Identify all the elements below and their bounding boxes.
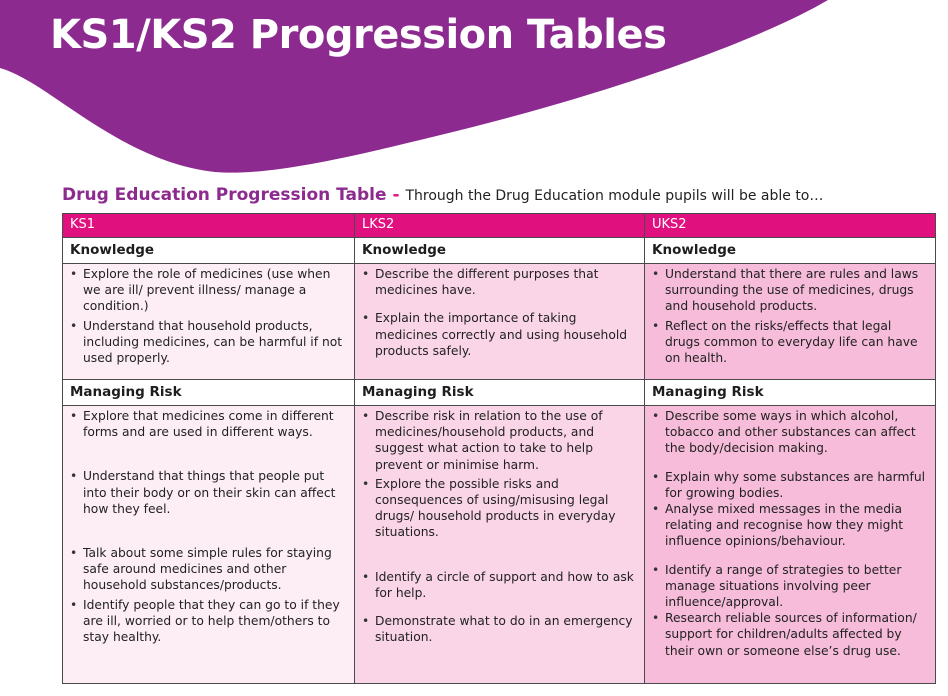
list-item: • Describe the different purposes that medicines have. <box>361 266 638 298</box>
knowledge-label-uks2: Knowledge <box>645 238 936 264</box>
managing-risk-section-row <box>63 380 936 406</box>
knowledge-content-row <box>63 264 936 380</box>
knowledge-section-row <box>63 238 936 264</box>
list-item: • Identify people that they can go to if they are ill, worried or to help them/others to stay healthy. <box>69 597 348 646</box>
table-intro: Through the Drug Education module pupils will be able to… <box>405 188 824 204</box>
table-title: Drug Education Progression Table <box>62 185 387 205</box>
table-header-row <box>63 214 936 238</box>
list-item: • Explore the possible risks and consequences of using/misusing legal drugs/ household products in everyday situations. <box>361 476 638 541</box>
list-item: • Explore that medicines come in different forms and are used in different ways. <box>69 408 348 440</box>
managing-risk-uks2-cell <box>645 406 936 684</box>
managing-risk-content-row <box>63 406 936 684</box>
table-title-separator: - <box>386 185 406 205</box>
list-item: • Understand that household products, including medicines, can be harmful if not used properly. <box>69 318 348 367</box>
list-item: • Understand that there are rules and laws surrounding the use of medicines, drugs and household products. <box>651 266 929 315</box>
list-item: • Identify a circle of support and how to ask for help. <box>361 569 638 601</box>
column-header-lks2: LKS2 <box>355 214 645 238</box>
list-item: • Explain why some substances are harmful for growing bodies. <box>651 469 929 501</box>
list-item: • Demonstrate what to do in an emergency situation. <box>361 613 638 645</box>
list-item: • Research reliable sources of information/ support for children/adults affected by their own or someone else’s drug use. <box>651 610 929 659</box>
knowledge-uks2-cell <box>645 264 936 380</box>
knowledge-ks1-cell <box>63 264 355 380</box>
list-item: • Talk about some simple rules for staying safe around medicines and other household substances/products. <box>69 545 348 594</box>
list-item: • Explore the role of medicines (use when we are ill/ prevent illness/ manage a condition.) <box>69 266 348 315</box>
knowledge-label-ks1: Knowledge <box>63 238 355 264</box>
knowledge-label-lks2: Knowledge <box>355 238 645 264</box>
page-title: KS1/KS2 Progression Tables <box>50 12 667 58</box>
column-header-ks1: KS1 <box>63 214 355 238</box>
table-heading <box>62 185 823 205</box>
progression-table <box>62 213 936 684</box>
managing-risk-label-ks1: Managing Risk <box>63 380 355 406</box>
column-header-uks2: UKS2 <box>645 214 936 238</box>
list-item: • Describe some ways in which alcohol, tobacco and other substances can affect the body/decision making. <box>651 408 929 457</box>
list-item: • Explain the importance of taking medicines correctly and using household products safely. <box>361 310 638 359</box>
knowledge-lks2-cell <box>355 264 645 380</box>
managing-risk-lks2-cell <box>355 406 645 684</box>
managing-risk-ks1-cell <box>63 406 355 684</box>
list-item: • Reflect on the risks/effects that legal drugs common to everyday life can have on health. <box>651 318 929 367</box>
list-item: • Analyse mixed messages in the media relating and recognise how they might influence opinions/behaviour. <box>651 501 929 550</box>
list-item: • Understand that things that people put into their body or on their skin can affect how they feel. <box>69 468 348 517</box>
list-item: • Identify a range of strategies to better manage situations involving peer influence/approval. <box>651 562 929 611</box>
list-item: • Describe risk in relation to the use of medicines/household products, and suggest what action to take to help prevent or minimise harm. <box>361 408 638 473</box>
managing-risk-label-uks2: Managing Risk <box>645 380 936 406</box>
managing-risk-label-lks2: Managing Risk <box>355 380 645 406</box>
